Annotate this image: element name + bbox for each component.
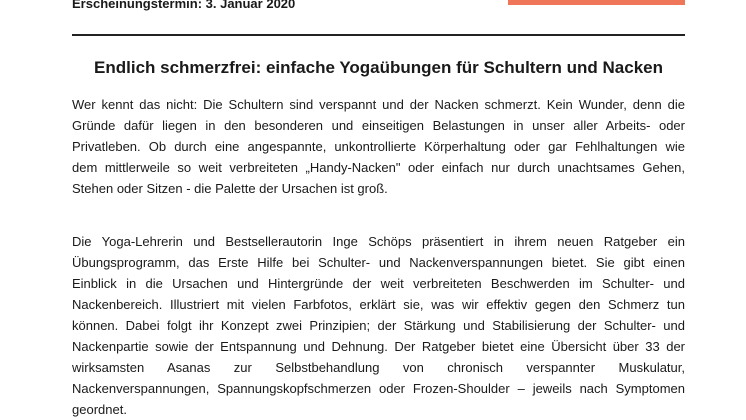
article-headline: Endlich schmerzfrei: einfache Yogaübungen für Schultern und Nacken	[94, 58, 663, 77]
paragraph-line: Gründe dafür liegen in den besonderen und einseitigen Belastungen in unser aller Arbeits- oder	[72, 118, 685, 133]
paragraph-line: Nackenverspannungen, Spannungskopfschmerzen oder Frozen-Shoulder – jeweils nach Symptomen	[72, 381, 685, 396]
publication-date: Erscheinungstermin: 3. Januar 2020	[72, 0, 296, 11]
paragraph-line: dem mittlerweile so weit verbreiteten „Handy-Nacken" oder einfach nur durch unachtsames Gehen,	[72, 160, 685, 175]
header-divider	[72, 34, 685, 36]
paragraph-line: Nackenbereich. Illustriert mit vielen Farbfotos, erklärt sie, was wir effektiv gegen den Schmerz tun	[72, 297, 685, 312]
paragraph-line: können. Dabei folgt ihr Konzept zwei Prinzipien; der Stärkung und Stabilisierung der Schulter- und	[72, 318, 685, 333]
article-paragraph-1	[72, 94, 685, 199]
paragraph-line: Wer kennt das nicht: Die Schultern sind verspannt und der Nacken schmerzt. Kein Wunder, denn die	[72, 97, 685, 112]
paragraph-line: Stehen oder Sitzen - die Palette der Ursachen ist groß.	[72, 181, 388, 196]
article-paragraph-2	[72, 231, 685, 420]
paragraph-line: Übungsprogramm, das Erste Hilfe bei Schulter- und Nackenverspannungen bietet. Sie gibt einen	[72, 255, 685, 270]
paragraph-line: Die Yoga-Lehrerin und Bestsellerautorin Inge Schöps präsentiert in ihrem neuen Ratgeber ein	[72, 234, 685, 249]
paragraph-line: Nackenpartie sowie der Entspannung und Dehnung. Der Ratgeber bietet eine Übersicht über 33 der	[72, 339, 685, 354]
paragraph-line: wirksamsten Asanas zur Selbstbehandlung von chronisch verspannter Muskulatur,	[72, 360, 685, 375]
paragraph-line: Privatleben. Ob durch eine angespannte, unkontrollierte Körperhaltung oder gar Fehlhaltungen wie	[72, 139, 685, 154]
paragraph-line: Einblick in die Ursachen und Hintergründe der weit verbreiteten Beschwerden im Schulter- und	[72, 276, 685, 291]
accent-bar	[508, 0, 685, 5]
paragraph-line: geordnet.	[72, 402, 127, 417]
